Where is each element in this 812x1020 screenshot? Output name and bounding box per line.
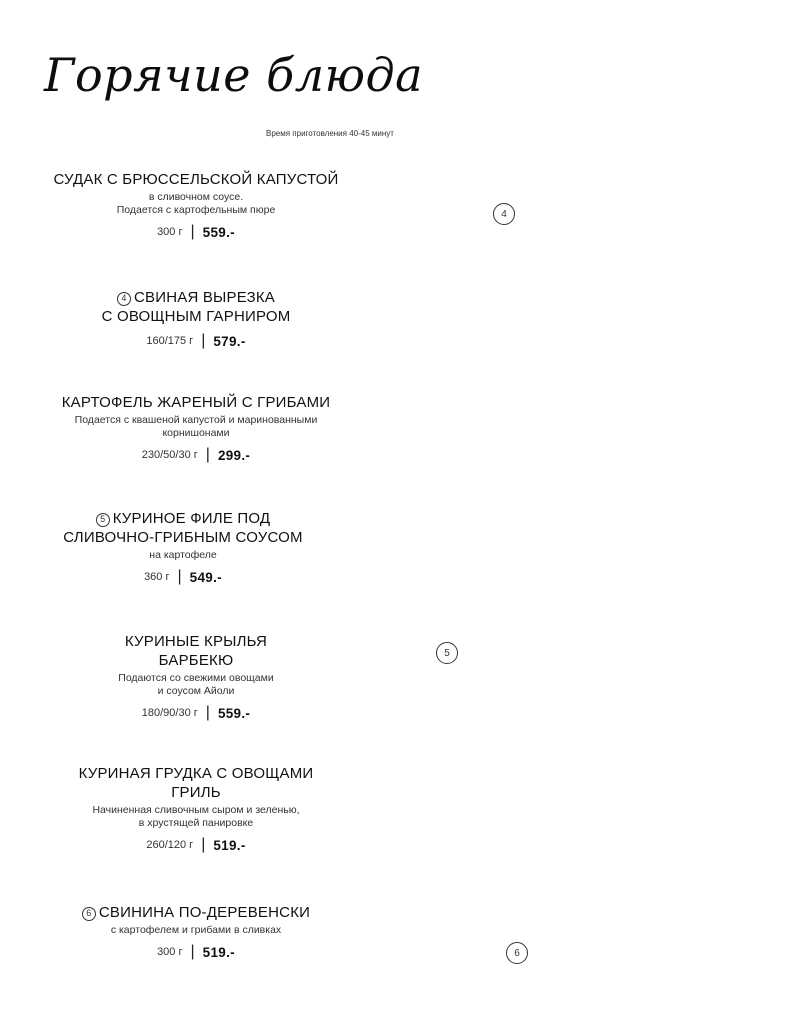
dish-description-line: и соусом Айоли — [157, 685, 235, 697]
dish-name: КАРТОФЕЛЬ ЖАРЕНЫЙ С ГРИБАМИ — [61, 394, 331, 411]
price-line — [46, 447, 346, 463]
dish-description — [33, 549, 333, 562]
menu-item — [33, 509, 333, 585]
number-marker: 5 — [436, 642, 458, 664]
dish-price: 299.- — [217, 447, 251, 463]
dish-name-text: СВИНАЯ ВЫРЕЗКА — [133, 289, 276, 306]
dish-description — [46, 191, 346, 217]
cooking-time-note: Время приготовления 40-45 минут — [266, 129, 394, 138]
dish-name-line: СЛИВОЧНО-ГРИБНЫМ СОУСОМ — [63, 529, 303, 546]
dish-description-line: Начиненная сливочным сыром и зеленью, — [92, 804, 300, 816]
dish-name — [46, 632, 346, 670]
dish-name-line: С ОВОЩНЫМ ГАРНИРОМ — [101, 308, 291, 325]
dish-description-line: Подается с квашеной капустой и маринованными — [74, 414, 318, 426]
dish-name-text: КУРИНОЕ ФИЛЕ ПОД — [112, 510, 271, 527]
dish-weight: 180/90/30 г — [141, 707, 198, 719]
menu-item — [46, 903, 346, 960]
dish-description-line: Подается с картофельным пюре — [116, 204, 276, 216]
dish-name — [46, 903, 346, 922]
dish-name-line: ГРИЛЬ — [171, 784, 221, 801]
dish-name-line: КУРИНАЯ ГРУДКА С ОВОЩАМИ — [78, 765, 314, 782]
dish-weight: 230/50/30 г — [141, 449, 198, 461]
dish-name: СУДАК С БРЮССЕЛЬСКОЙ КАПУСТОЙ — [53, 171, 339, 188]
number-marker: 5 — [96, 513, 110, 527]
dish-price: 519.- — [213, 837, 246, 853]
dish-price: 549.- — [189, 569, 222, 585]
dish-weight: 160/175 г — [146, 335, 194, 347]
number-marker: 6 — [506, 942, 528, 964]
dish-name — [46, 764, 346, 802]
dish-name — [33, 509, 333, 547]
price-separator: | — [201, 836, 206, 853]
price-separator: | — [205, 704, 210, 721]
dish-description — [46, 804, 346, 830]
page-title: Горячие блюда — [44, 48, 424, 102]
number-marker: 4 — [117, 292, 131, 306]
number-marker: 4 — [493, 203, 515, 225]
dish-description-line: с картофелем и грибами в сливках — [110, 924, 282, 936]
dish-description-line: в хрустящей панировке — [138, 817, 254, 829]
dish-name-line: КУРИНЫЕ КРЫЛЬЯ — [124, 633, 268, 650]
dish-name-text: СВИНИНА ПО-ДЕРЕВЕНСКИ — [98, 904, 311, 921]
price-separator: | — [190, 223, 195, 240]
dish-weight: 260/120 г — [146, 839, 194, 851]
dish-description-line: на картофеле — [149, 549, 217, 561]
dish-name-line — [46, 288, 346, 307]
price-line — [33, 569, 333, 585]
dish-price: 559.- — [217, 705, 251, 721]
dish-weight: 360 г — [144, 571, 170, 583]
menu-item — [46, 288, 346, 349]
price-separator: | — [205, 446, 210, 463]
dish-description — [46, 672, 346, 698]
dish-description — [46, 414, 346, 440]
price-line — [46, 333, 346, 349]
dish-description-line: корнишонами — [162, 427, 230, 439]
menu-item — [46, 632, 346, 721]
price-separator: | — [190, 943, 195, 960]
dish-price: 579.- — [213, 333, 246, 349]
price-separator: | — [177, 568, 182, 585]
number-marker: 6 — [82, 907, 96, 921]
menu-item — [46, 393, 346, 463]
menu-item — [46, 764, 346, 853]
dish-description — [46, 924, 346, 937]
price-line — [46, 224, 346, 240]
price-line — [46, 837, 346, 853]
dish-name — [46, 288, 346, 326]
dish-description-line: в сливочном соусе. — [148, 191, 244, 203]
dish-description-line: Подаются со свежими овощами — [118, 672, 274, 684]
price-separator: | — [201, 332, 206, 349]
menu-item — [46, 170, 346, 240]
dish-weight: 300 г — [157, 226, 183, 238]
dish-price: 519.- — [202, 944, 235, 960]
price-line — [46, 944, 346, 960]
dish-weight: 300 г — [157, 946, 183, 958]
price-line — [46, 705, 346, 721]
dish-name-line — [33, 509, 333, 528]
dish-name-line: БАРБЕКЮ — [158, 652, 234, 669]
dish-price: 559.- — [202, 224, 235, 240]
